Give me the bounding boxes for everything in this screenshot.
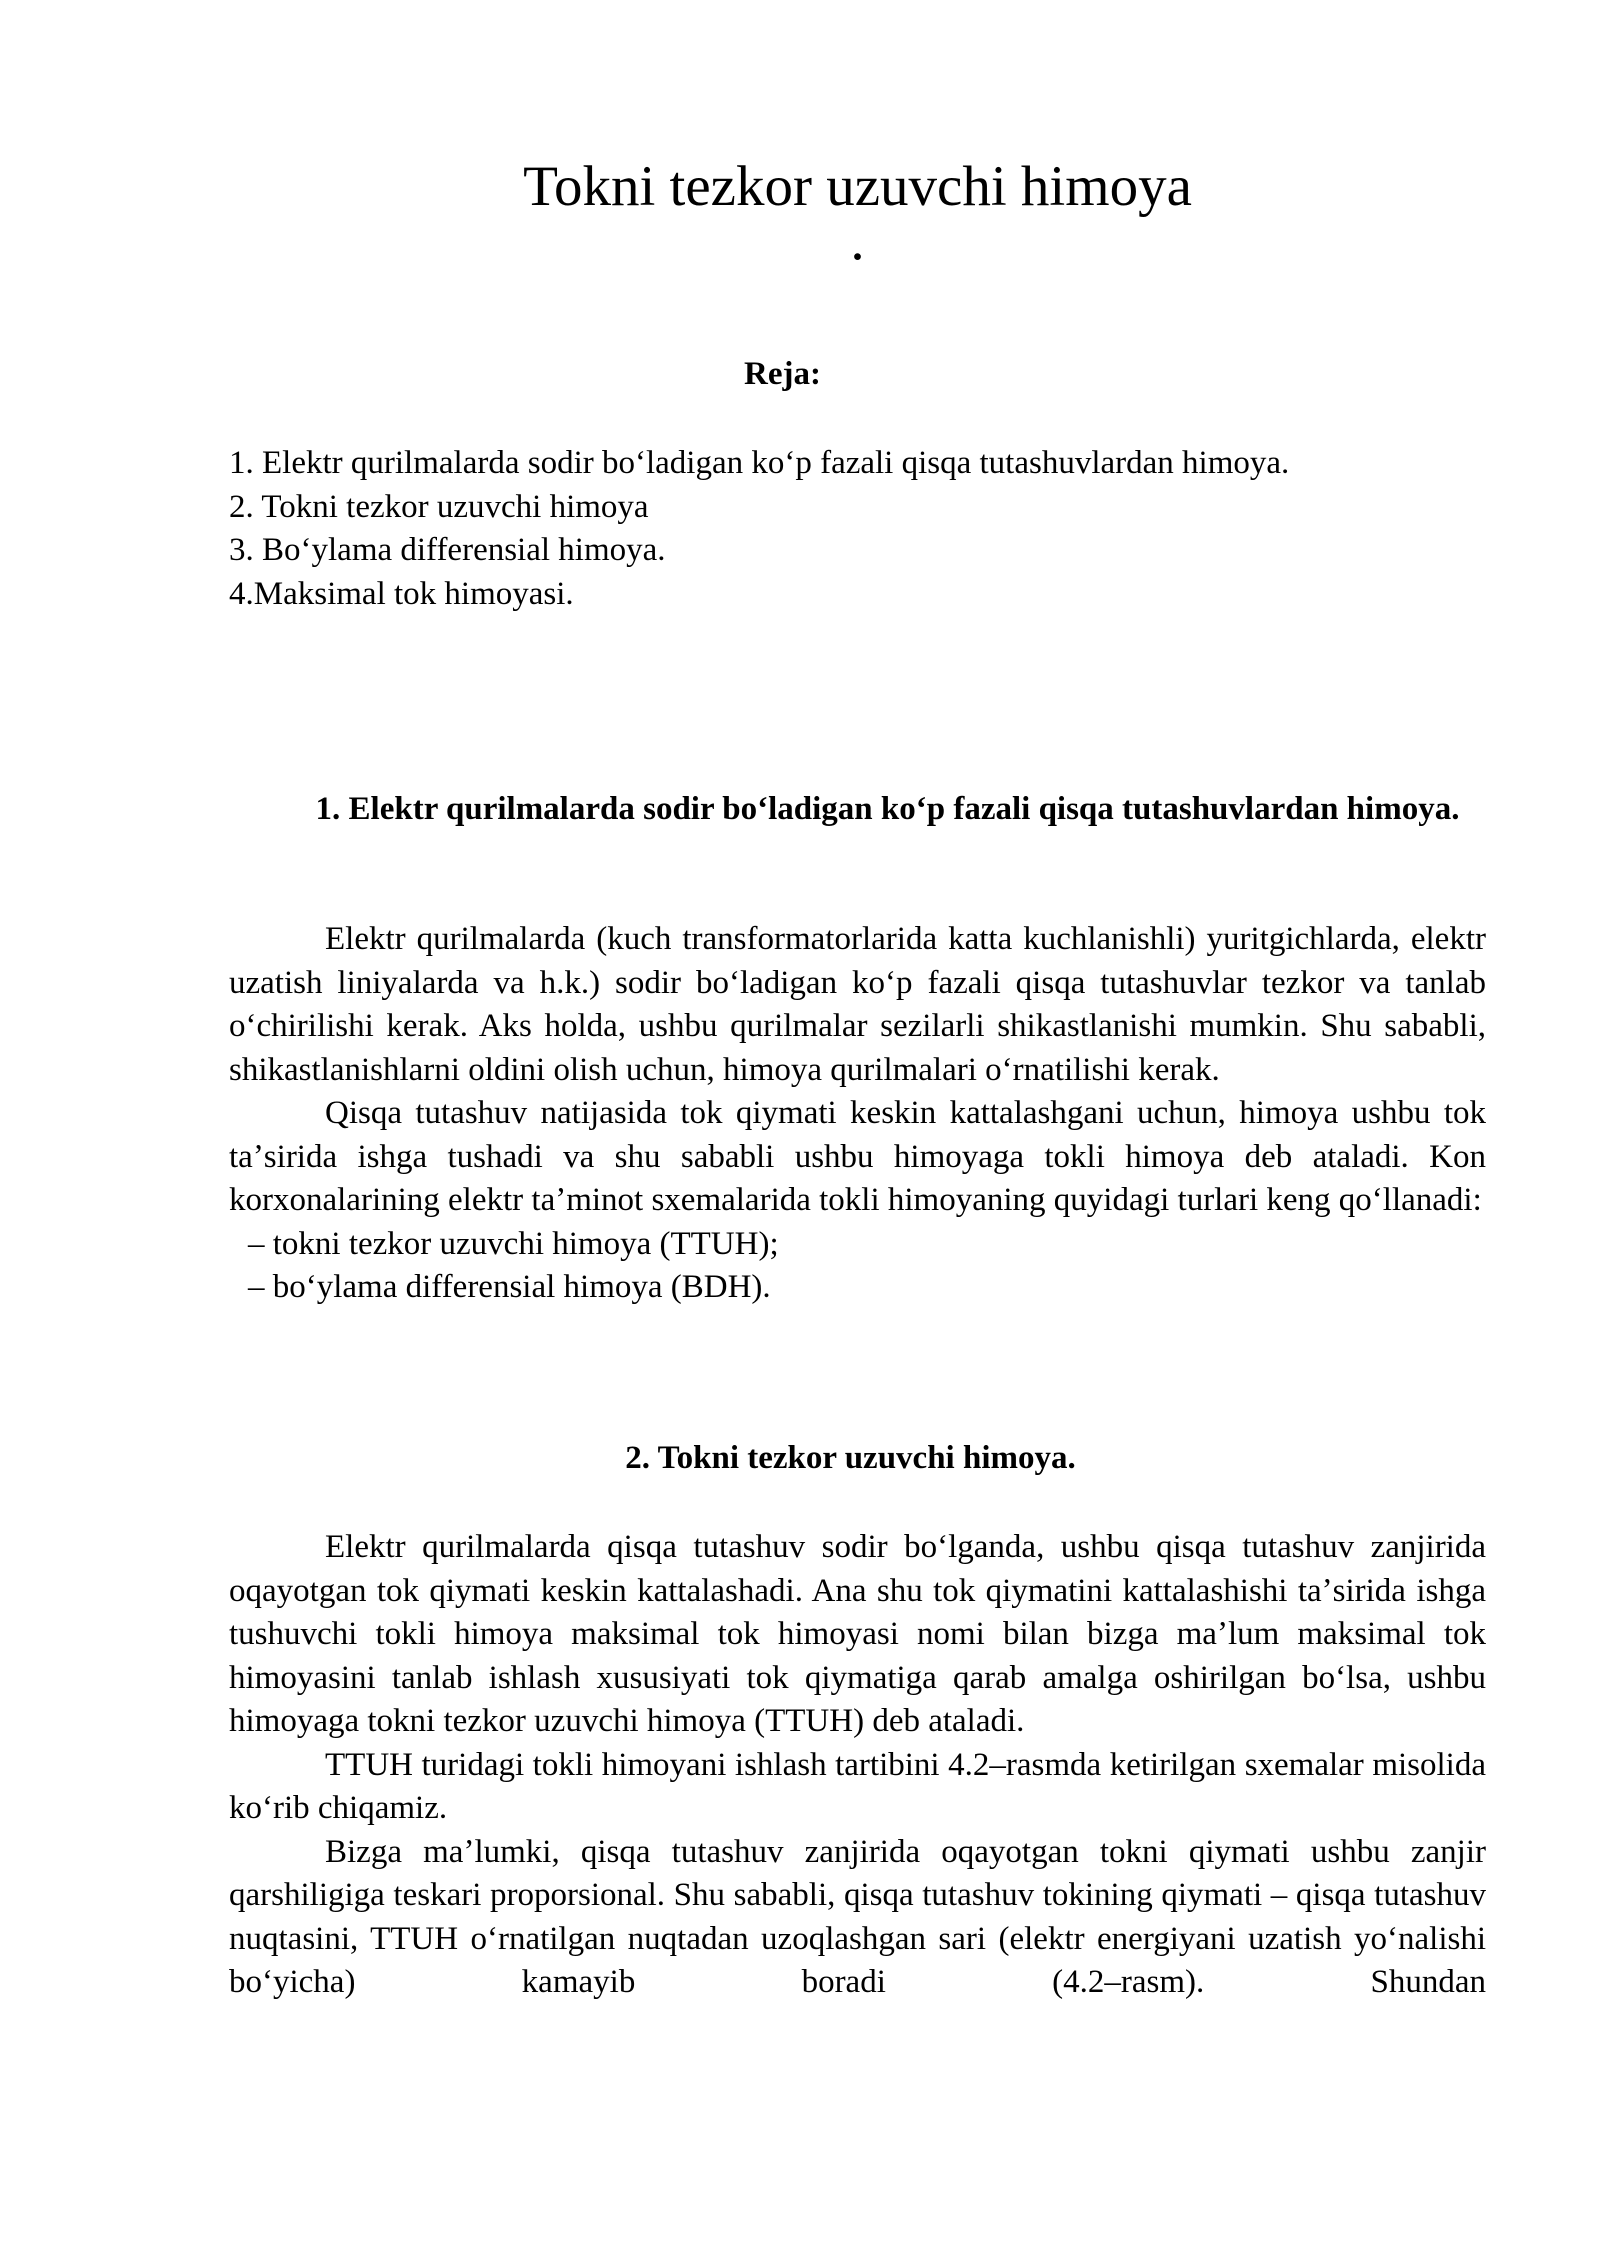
protection-type-item: – boʻylama differensial himoya (BDH). [248, 1269, 771, 1305]
section-2-paragraph: TTUH turidagi tokli himoyani ishlash tartibini 4.2–rasmda ketirilgan sxemalar misolida koʻrib chiqamiz. [229, 1746, 1486, 1826]
section-2-heading: 2. Tokni tezkor uzuvchi himoya. [625, 1440, 1076, 1476]
document-title: Tokni tezkor uzuvchi himoya [523, 155, 1192, 218]
section-1-heading: 1. Elektr qurilmalarda sodir boʻladigan koʻp fazali qisqa tutashuvlardan himoya. [315, 791, 1460, 827]
section-1-body [229, 918, 1486, 1310]
plan-item: 3. Boʻylama differensial himoya. [229, 532, 666, 568]
section-1-paragraph: Qisqa tutashuv natijasida tok qiymati keskin kattalashgani uchun, himoya ushbu tok taʼsirida ishga tushadi va shu sababli ushbu himoyaga tokli himoya deb ataladi. Kon korxonalarining elektr taʼminot sxemalarida tokli himoyaning quyidagi turlari keng qoʻllanadi: [229, 1095, 1486, 1218]
plan-heading: Reja: [744, 356, 821, 392]
protection-type-item: – tokni tezkor uzuvchi himoya (TTUH); [248, 1225, 779, 1262]
plan-item: 2. Tokni tezkor uzuvchi himoya [229, 488, 649, 525]
plan-item: 1. Elektr qurilmalarda sodir boʻladigan koʻp fazali qisqa tutashuvlardan himoya. [229, 445, 1290, 481]
title-dot: . [850, 209, 865, 272]
section-1-paragraph: Elektr qurilmalarda (kuch transformatorlarida katta kuchlanishli) yuritgichlarda, elektr uzatish liniyalarda va h.k.) sodir boʻladigan koʻp fazali qisqa tutashuvlar tezkor va tanlab oʻchirilishi kerak. Aks holda, ushbu qurilmalar sezilarli shikastlanishi mumkin. Shu sababli, shikastlanishlarni oldini olish uchun, himoya qurilmalari oʻrnatilishi kerak. [229, 921, 1486, 1088]
document-title-block [229, 152, 1486, 272]
section-2-paragraph: Bizga maʼlumki, qisqa tutashuv zanjirida oqayotgan tokni qiymati ushbu zanjir qarshiligiga teskari proporsional. Shu sababli, qisqa tutashuv tokining qiymati – qisqa tutashuv nuqtasini, TTUH oʻrnatilgan nuqtadan uzoqlashgan sari (elektr energiyani uzatish yoʻnalishi boʻyicha) kamayib boradi (4.2–rasm). Shundan [229, 1833, 1486, 2000]
plan-list [229, 442, 1486, 616]
plan-item: 4.Maksimal tok himoyasi. [229, 575, 574, 612]
section-2-paragraph: Elektr qurilmalarda qisqa tutashuv sodir boʻlganda, ushbu qisqa tutashuv zanjirida oqayotgan tok qiymati keskin kattalashadi. Ana shu tok qiymatini kattalashishi taʼsirida ishga tushuvchi tokli himoya maksimal tok himoyasi nomi bilan bizga maʼlum maksimal tok himoyasini tanlab ishlash xususiyati tok qiymatiga qarab amalga oshirilgan boʻlsa, ushbu himoyaga tokni tezkor uzuvchi himoya (TTUH) deb ataladi. [229, 1529, 1486, 1739]
section-2-body [229, 1526, 1486, 2005]
